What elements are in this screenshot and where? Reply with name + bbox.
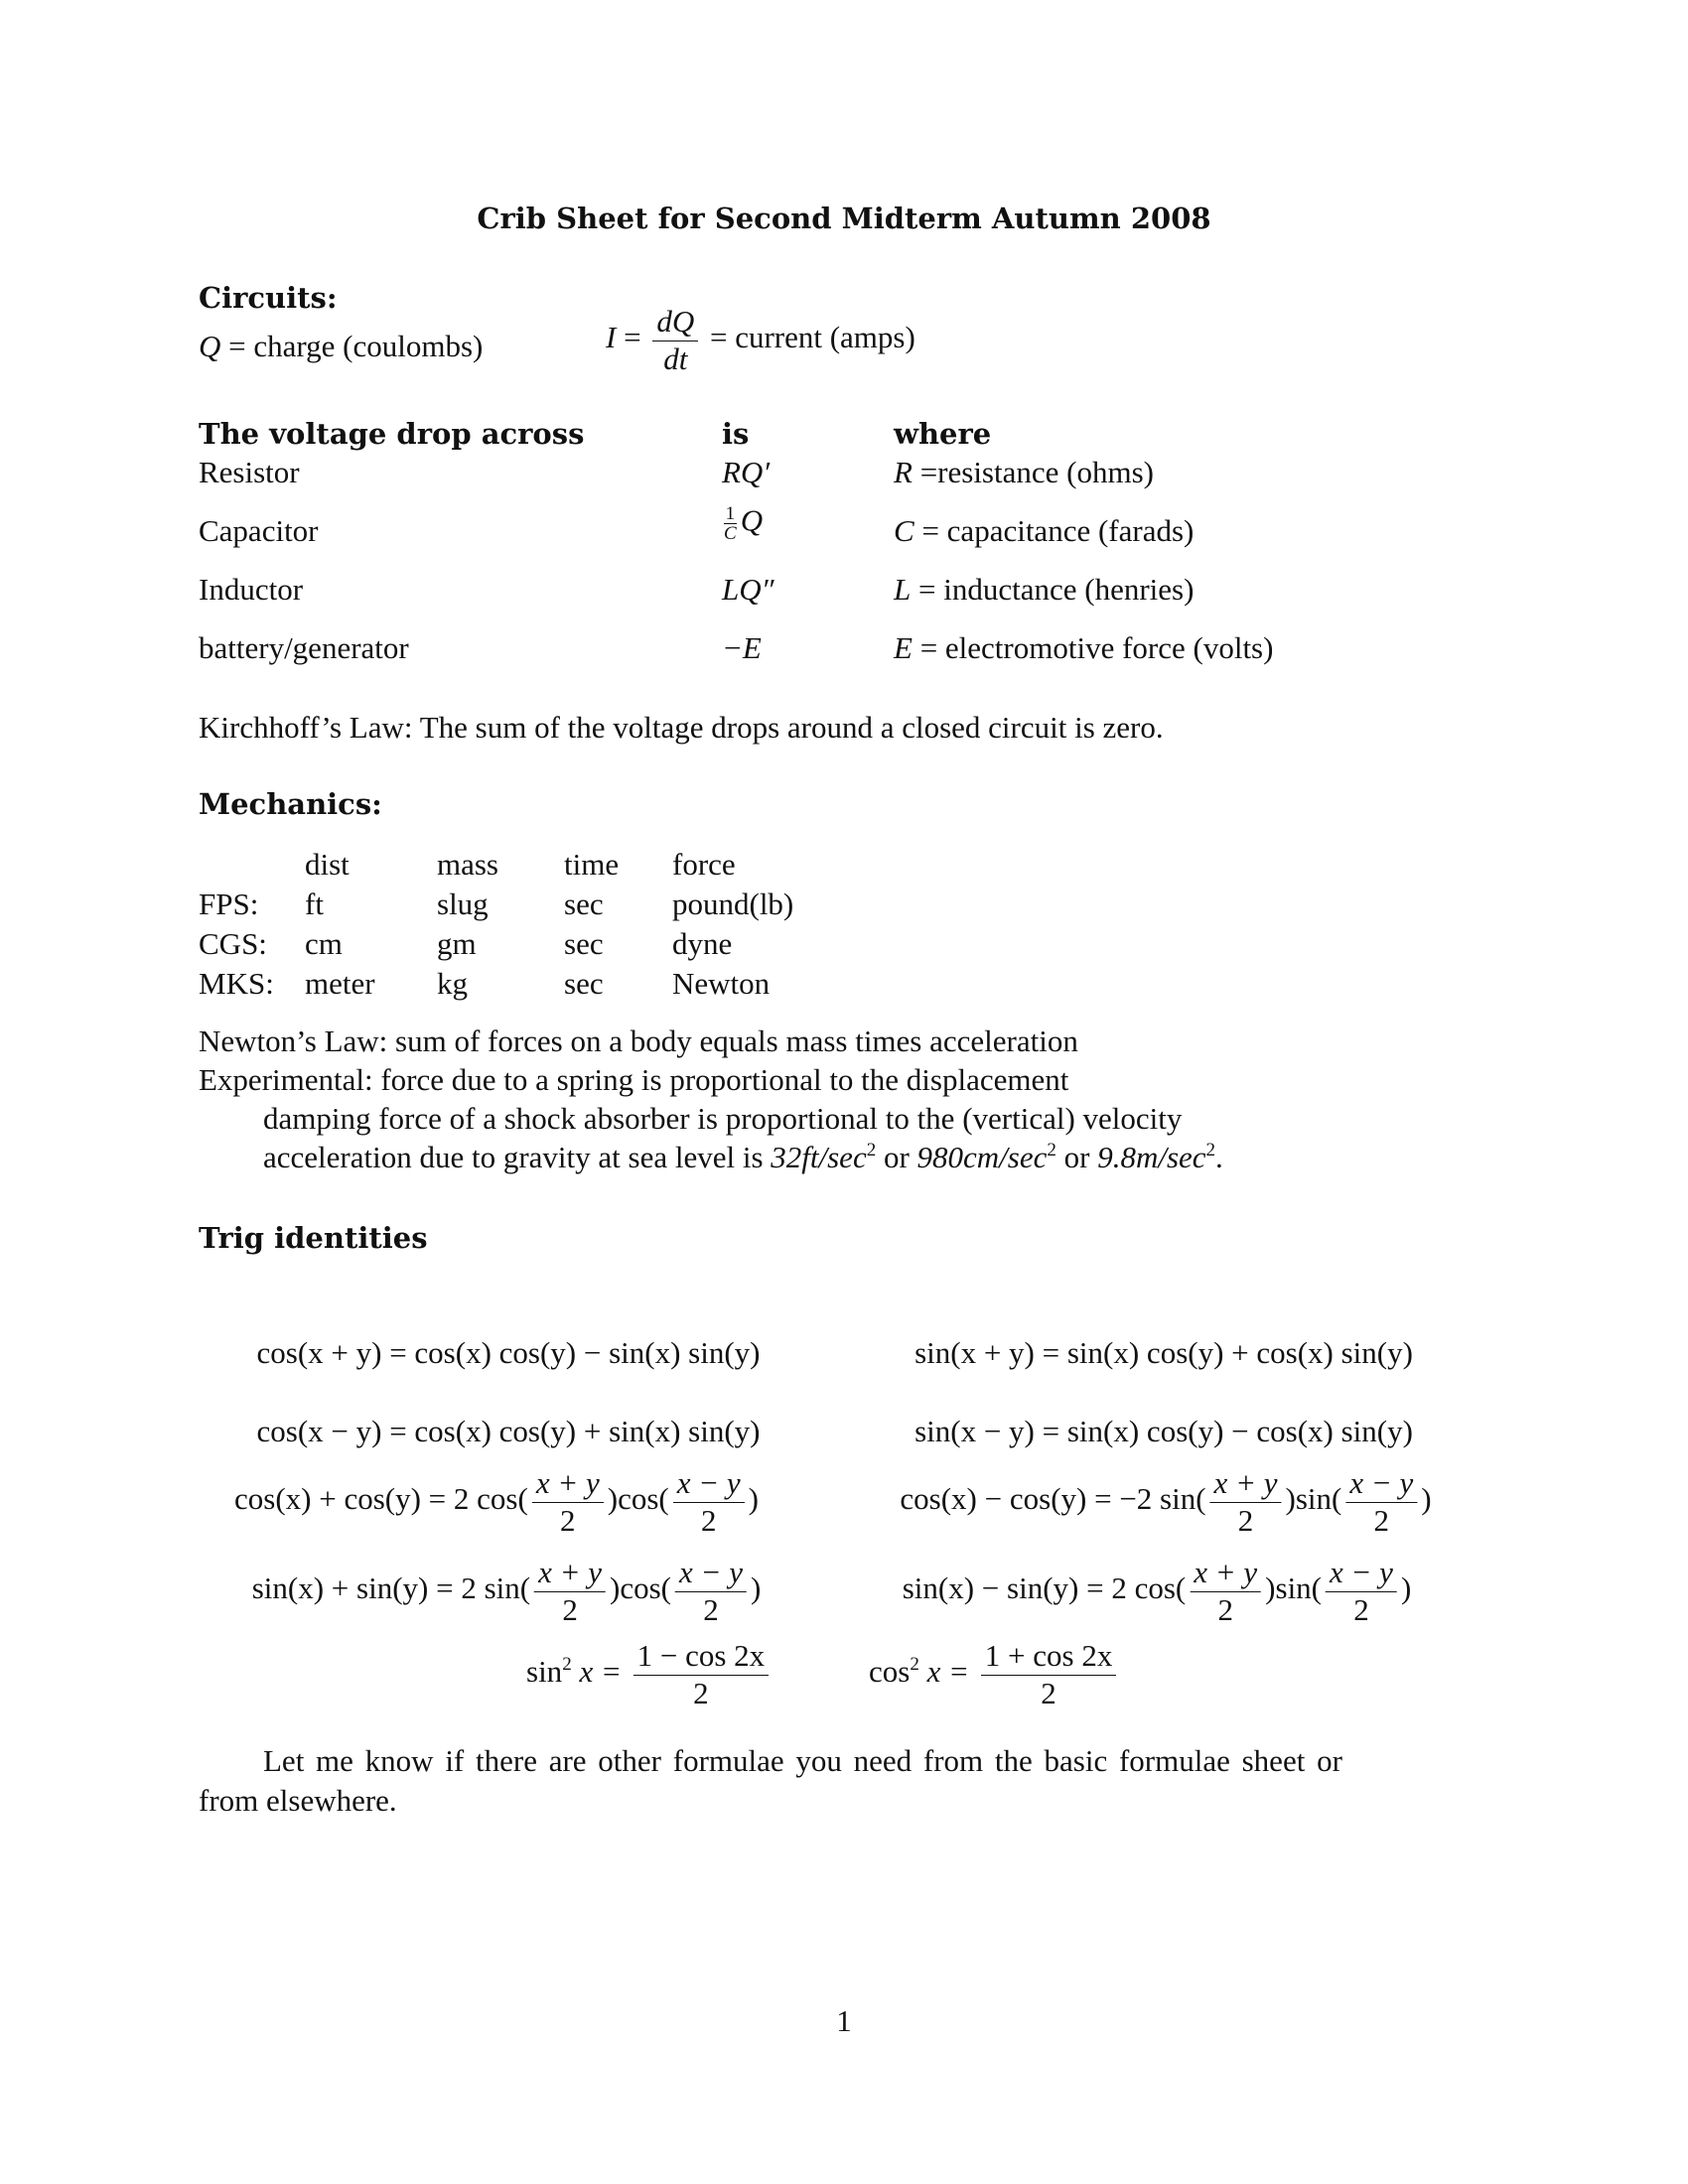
fraction-denominator: 2 [1041, 1675, 1056, 1710]
gravity-unit-mks: m/sec [1135, 1140, 1206, 1174]
gravity-text: acceleration due to gravity at sea level is [263, 1140, 772, 1174]
identity-mid: )cos( [607, 1481, 669, 1517]
half-sum-fraction [532, 1467, 604, 1537]
fraction-numerator: dQ [652, 306, 698, 341]
power-reduction-fraction [981, 1640, 1117, 1709]
fraction-denominator: 2 [1237, 1502, 1254, 1538]
fraction-denominator: 2 [703, 1591, 719, 1627]
current-symbol: I [606, 320, 617, 355]
fraction-numerator: 1 [725, 503, 736, 524]
gravity-unit-fps: ft/sec [801, 1140, 867, 1174]
charge-symbol: Q [199, 329, 221, 363]
gravity-unit-cgs: cm/sec [963, 1140, 1048, 1174]
fraction-denominator: 2 [560, 1502, 576, 1538]
identity-sin-squared [526, 1640, 773, 1709]
units-row-cell: ft [305, 887, 324, 921]
identity-lhs: cos [869, 1654, 911, 1690]
voltage-row-element: Inductor [199, 572, 304, 607]
units-row-cell: pound(lb) [672, 887, 794, 921]
gravity-value-fps: 32 [771, 1140, 802, 1174]
current-text: current (amps) [735, 320, 915, 355]
fraction-numerator: x − y [673, 1467, 745, 1503]
units-header-time: time [564, 847, 620, 882]
half-sum-fraction [1190, 1557, 1261, 1626]
mechanics-heading: Mechanics: [199, 787, 382, 821]
units-row-cell: dyne [672, 926, 733, 961]
fraction-numerator: x + y [1210, 1467, 1282, 1503]
units-row-cell: Newton [672, 966, 771, 1001]
half-sum-fraction [534, 1557, 606, 1626]
fraction-numerator: 1 + cos 2x [981, 1640, 1117, 1676]
units-row-cell: cm [305, 926, 343, 961]
identity-mid: )sin( [1285, 1481, 1342, 1517]
equals-sign: = [709, 320, 728, 355]
page-title: Crib Sheet for Second Midterm Autumn 2008 [477, 202, 1211, 235]
exponent: 2 [1205, 1140, 1216, 1160]
units-row-cell: slug [437, 887, 489, 921]
identity-var: x = [918, 1654, 970, 1690]
identity-end: ) [750, 1570, 762, 1606]
fraction-denominator: 2 [1373, 1502, 1390, 1538]
derivative-fraction [652, 306, 698, 375]
identity-sin-plus-sin [252, 1557, 762, 1626]
equals-sign: = [624, 320, 641, 355]
identity-lhs: sin(x) − sin(y) = 2 cos( [902, 1570, 1187, 1606]
fraction-numerator: x − y [675, 1557, 747, 1592]
charge-definition [199, 331, 483, 361]
where-symbol: L [894, 572, 912, 607]
voltage-row-where [894, 457, 1154, 487]
fraction-denominator: dt [663, 341, 688, 376]
charge-text: charge (coulombs) [253, 329, 484, 363]
or-text: or [876, 1140, 917, 1174]
fraction-denominator: C [724, 523, 737, 544]
gravity-value-mks: 9.8 [1097, 1140, 1136, 1174]
fraction-numerator: x − y [1326, 1557, 1397, 1592]
charge-symbol: Q [740, 502, 764, 538]
page-number: 1 [836, 2003, 852, 2038]
experimental-gravity [263, 1142, 1223, 1172]
identity-lhs: cos(x) − cos(y) = −2 sin( [900, 1481, 1206, 1517]
power-reduction-fraction [633, 1640, 770, 1709]
inverse-capacitance-fraction [722, 504, 739, 543]
exponent: 2 [866, 1140, 877, 1160]
where-text: = electromotive force (volts) [919, 630, 1274, 665]
units-row-cell: sec [564, 966, 604, 1001]
fraction-numerator: x + y [534, 1557, 606, 1592]
voltage-row-drop: RQ′ [722, 455, 771, 489]
voltage-row-element: Capacitor [199, 513, 319, 548]
identity-sin-minus-sin [903, 1557, 1412, 1626]
voltage-header-element: The voltage drop across [199, 417, 585, 451]
voltage-header-is: is [722, 417, 750, 451]
half-diff-fraction [673, 1467, 745, 1537]
current-definition [606, 306, 915, 375]
identity-cos-diff: cos(x − y) = cos(x) cos(y) + sin(x) sin(y) [256, 1414, 761, 1448]
experimental-spring: Experimental: force due to a spring is proportional to the displacement [199, 1062, 1069, 1097]
fraction-numerator: x + y [1190, 1557, 1261, 1592]
where-symbol: C [894, 513, 914, 548]
exponent: 2 [910, 1654, 919, 1676]
units-row-cell: sec [564, 887, 604, 921]
fraction-denominator: 2 [1353, 1591, 1369, 1627]
closing-line-1: Let me know if there are other formulae you need from the basic formulae sheet or [263, 1743, 1342, 1778]
half-diff-fraction [1326, 1557, 1397, 1626]
half-diff-fraction [675, 1557, 747, 1626]
voltage-row-drop [722, 504, 763, 543]
trig-heading: Trig identities [199, 1221, 428, 1255]
units-row-cell: meter [305, 966, 375, 1001]
identity-cos-minus-cos [900, 1467, 1431, 1537]
voltage-row-element: battery/generator [199, 630, 409, 665]
gravity-value-cgs: 980 [916, 1140, 964, 1174]
fraction-denominator: 2 [700, 1502, 717, 1538]
units-row-system: CGS: [199, 926, 267, 961]
where-text: = capacitance (farads) [921, 513, 1195, 548]
half-sum-fraction [1210, 1467, 1282, 1537]
units-header-force: force [672, 847, 736, 882]
identity-mid: )cos( [610, 1570, 672, 1606]
half-diff-fraction [1345, 1467, 1417, 1537]
units-row-cell: gm [437, 926, 477, 961]
voltage-row-drop: −E [722, 630, 762, 665]
identity-lhs: sin(x) + sin(y) = 2 sin( [251, 1570, 531, 1606]
fraction-denominator: 2 [1217, 1591, 1233, 1627]
identity-end: ) [1400, 1570, 1412, 1606]
exponent: 2 [562, 1654, 572, 1676]
voltage-row-where [894, 574, 1194, 605]
experimental-damping: damping force of a shock absorber is proportional to the (vertical) velocity [263, 1101, 1183, 1136]
voltage-row-element: Resistor [199, 455, 300, 489]
units-row-system: MKS: [199, 966, 274, 1001]
units-header-mass: mass [437, 847, 498, 882]
units-row-cell: kg [437, 966, 468, 1001]
identity-var: x = [571, 1654, 622, 1690]
fraction-numerator: x − y [1345, 1467, 1417, 1503]
equals-sign: = [228, 329, 246, 363]
newton-law: Newton’s Law: sum of forces on a body equals mass times acceleration [199, 1024, 1078, 1058]
or-text: or [1055, 1140, 1098, 1174]
fraction-numerator: 1 − cos 2x [633, 1640, 770, 1676]
identity-cos-sum: cos(x + y) = cos(x) cos(y) − sin(x) sin(y) [256, 1335, 761, 1370]
identity-cos-plus-cos [234, 1467, 759, 1537]
identity-end: ) [748, 1481, 759, 1517]
identity-sin-sum: sin(x + y) = sin(x) cos(y) + cos(x) sin(y) [914, 1335, 1413, 1370]
fraction-denominator: 2 [562, 1591, 578, 1627]
closing-line-2: from elsewhere. [199, 1783, 397, 1818]
voltage-header-where: where [894, 417, 992, 451]
exponent: 2 [1047, 1140, 1056, 1160]
where-text: = inductance (henries) [918, 572, 1195, 607]
circuits-heading: Circuits: [199, 281, 338, 315]
identity-mid: )sin( [1265, 1570, 1323, 1606]
fraction-numerator: x + y [532, 1467, 604, 1503]
period: . [1215, 1140, 1223, 1174]
kirchhoff-law: Kirchhoff’s Law: The sum of the voltage drops around a closed circuit is zero. [199, 710, 1164, 745]
units-row-cell: sec [564, 926, 604, 961]
units-header-dist: dist [305, 847, 350, 882]
where-symbol: R [894, 455, 913, 489]
identity-sin-diff: sin(x − y) = sin(x) cos(y) − cos(x) sin(y) [914, 1414, 1413, 1448]
identity-lhs: sin [526, 1654, 563, 1690]
identity-lhs: cos(x) + cos(y) = 2 cos( [234, 1481, 528, 1517]
where-symbol: E [894, 630, 913, 665]
fraction-denominator: 2 [693, 1675, 709, 1710]
voltage-row-drop: LQ″ [722, 572, 774, 607]
where-text: =resistance (ohms) [919, 455, 1154, 489]
identity-end: ) [1421, 1481, 1432, 1517]
voltage-row-where [894, 632, 1273, 663]
units-row-system: FPS: [199, 887, 259, 921]
identity-cos-squared [869, 1640, 1120, 1709]
voltage-row-where [894, 515, 1194, 546]
